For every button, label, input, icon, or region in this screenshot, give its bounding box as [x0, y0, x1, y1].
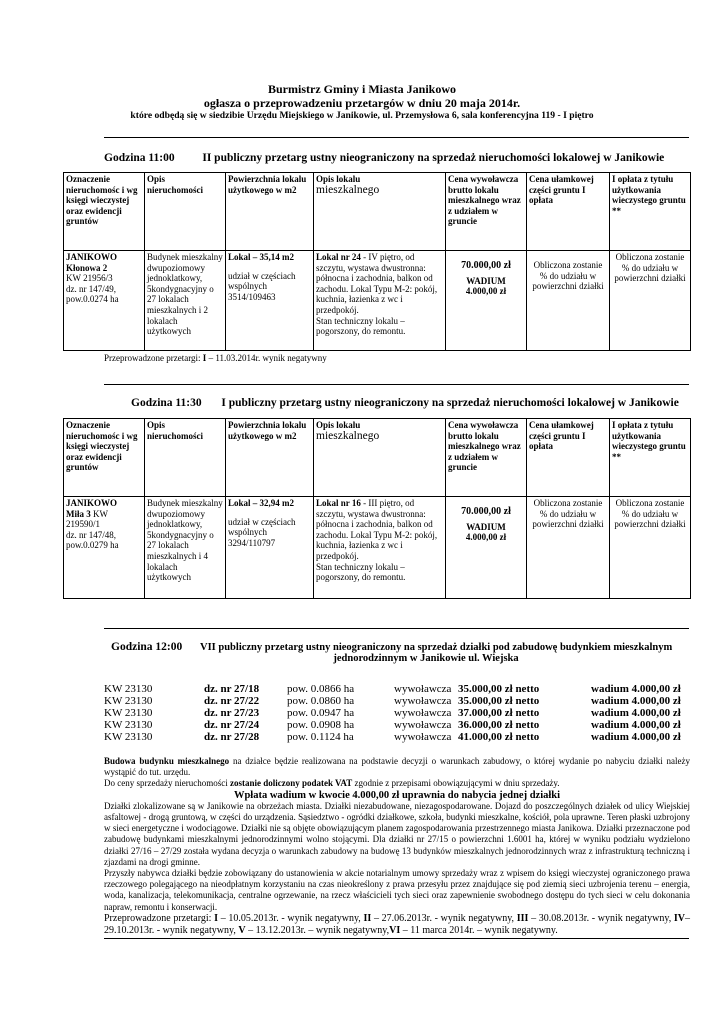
lot-area: pow. 0.0866 ha [287, 683, 355, 695]
list-item [104, 683, 689, 695]
property-city: JANIKOWO [66, 252, 118, 262]
history-label: Przeprowadzone przetargi: [104, 912, 215, 924]
history-number: I [202, 353, 207, 363]
lot-area: pow. 0.1124 ha [287, 731, 354, 743]
property-kw: KW 21956/3 [66, 273, 113, 284]
header-fraction-price: Cena ułamkowej części gruntu I opłata [527, 419, 610, 497]
flat-area: Lokal – 32,94 m2 [228, 498, 295, 508]
cell-fee: Obliczona zostanie % do udziału w powierzchni działki [610, 497, 691, 599]
divider-4 [104, 938, 689, 939]
property-kw-label: KW [90, 508, 108, 519]
divider-1 [104, 137, 689, 138]
lot-wadium: wadium 4.000,00 zł [591, 719, 681, 731]
property-street: Miła 3 [66, 508, 91, 519]
cell-property-id [64, 251, 145, 351]
header-flat-desc-word: mieszkalnego [316, 429, 380, 442]
list-item [104, 719, 689, 731]
header-line-1: Burmistrz Gminy i Miasta Janikowo [268, 82, 456, 96]
lot-price: 35.000,00 zł netto [458, 695, 540, 707]
header-property-id: Oznaczenie nieruchomośc i wg księgi wieczystej oraz ewidencji gruntów [64, 419, 145, 497]
lot-kw: KW 23130 [104, 707, 153, 719]
lot-parcel: dz. nr 27/18 [204, 683, 260, 695]
cell-area [226, 497, 314, 599]
history-number: II [363, 912, 372, 924]
flat-area: Lokal – 35,14 m2 [228, 252, 295, 262]
property-parcel: dz. nr 147/49, [66, 283, 116, 294]
lot-area: pow. 0.0860 ha [287, 695, 355, 707]
divider-3 [104, 628, 689, 629]
flat-details: - IV piętro, od szczytu, wystawa dwustronna: północna i zachodnia, balkon od zachodu. Lokal Typu M-2: pokój, kuchnia, łazienka z wc i przedpokój. [316, 252, 438, 315]
session-3-description [104, 756, 690, 937]
header-price: Cena wywoławcza brutto lokalu mieszkalnego wraz z udziałem w gruncie [446, 173, 527, 251]
table-row [64, 497, 691, 599]
common-share-fraction: 3294/110797 [228, 537, 276, 548]
history-result: – 11.03.2014r. wynik negatywny [206, 353, 327, 363]
announcement-header [0, 82, 724, 122]
cell-fee: Obliczona zostanie % do udziału w powierzchni działki [610, 251, 691, 351]
history-result: – 30.08.2013r. - wynik negatywny, [528, 912, 674, 924]
session-1-heading: II publiczny przetarg ustny nieograniczony na sprzedaż nieruchomości lokalowej w Janikowie [202, 152, 665, 164]
table-row [64, 251, 691, 351]
property-kw: 219590/1 [66, 519, 101, 530]
wadium-label: WADIUM [466, 275, 506, 286]
divider-2 [104, 384, 689, 385]
lot-price-label: wywoławcza [394, 719, 452, 731]
header-area: Powierzchnia lokalu użytkowego w m2 [226, 419, 314, 497]
flat-number: Lokal nr 24 [316, 252, 361, 262]
header-price: Cena wywoławcza brutto lokalu mieszkalnego wraz z udziałem w gruncie [446, 419, 527, 497]
header-flat-desc [314, 419, 446, 497]
session-3-title [111, 641, 691, 664]
history-number: VI [389, 924, 401, 936]
property-area: pow.0.0274 ha [66, 294, 119, 305]
lot-area: pow. 0.0947 ha [287, 707, 355, 719]
lot-price: 37.000,00 zł netto [458, 707, 540, 719]
header-area: Powierzchnia lokalu użytkowego w m2 [226, 173, 314, 251]
property-parcel: dz. nr 147/48, [66, 529, 116, 540]
header-fee: I opłata z tytułu użytkowania wieczystego gruntu ** [610, 173, 691, 251]
common-share-fraction: 3514/109463 [228, 291, 276, 302]
header-flat-desc-prefix: Opis lokalu [316, 174, 361, 184]
header-property-desc: Opis nieruchomości [145, 419, 226, 497]
building-note [104, 756, 690, 778]
easement-description: Przyszły nabywca działki będzie zobowiązany do ustanowienia w akcie notarialnym umowy sprzedaży wraz z wpisem do księgi wieczystej ograniczonego prawa rzeczowego polegającego na nieodpłatnym korzystaniu na czas nieokreślony z prawa przesyłu przez znajdujące się pod ziemią sieci uzbrojenia terenu – energia, woda, kanalizacja, telekomunikacja, centralne ogrzewanie, na rzecz właścicieli tych sieci oraz zapewnienie swobodnego dostępu do tych sieci w celu dokonania napraw, remontu i konserwacji. [104, 868, 690, 912]
history-result: – 27.06.2013r. - wynik negatywny, [371, 912, 517, 924]
history-number: I [214, 912, 219, 924]
lot-wadium: wadium 4.000,00 zł [591, 707, 681, 719]
session-3-heading-line-2: jednorodzinnym w Janikowie ul. Wiejska [333, 653, 519, 664]
common-share-label: udział w częściach wspólnych [228, 270, 296, 292]
lot-parcel: dz. nr 27/24 [204, 719, 260, 731]
cell-flat-desc [314, 251, 446, 351]
header-flat-desc-word: mieszkalnego [316, 183, 380, 196]
auction-history [104, 913, 690, 937]
flat-details: - III piętro, od szczytu, wystawa dwustronna: północna i zachodnia, balkon od zachodu. Lokal Typu M-2: pokój, kuchnia, łazienka z wc i przedpokój. [316, 498, 438, 561]
cell-fraction-price [527, 251, 610, 351]
fraction-price-text: Obliczona zostanie % do udziału w powierzchni działki [532, 260, 604, 292]
starting-price: 70.000,00 zł [461, 506, 511, 517]
header-property-desc: Opis nieruchomości [145, 173, 226, 251]
vat-note-bold: zostanie doliczony podatek VAT [229, 778, 353, 789]
property-area: pow.0.0279 ha [66, 540, 119, 551]
location-description: Działki zlokalizowane są w Janikowie na obrzeżach miasta. Działki niezabudowane, niezagospodarowane. Dojazd do poszczególnych działek od ulicy Wiejskiej asfaltowej - drogą gruntową, w części do urządzenia. Sąsiedztwo - ogródki działkowe, szkoła, budynki mieszkalne, kościół, pola uprawne. Teren płaski uzbrojony w sieci energetyczne i wodociągowe. Działki nie są objęte obowiązującym planem zagospodarowania przestrzennego miasta Janikowa. Działki przeznaczone pod zabudowę budynkami mieszkalnymi jednorodzinnymi wolno stojącymi. Dla działki nr 27/15 o powierzchni 1.6001 ha, której w wyniku podziału wydzielono działki 27/16 – 27/29 została wydana decyzja o warunkach zabudowy na budowę 13 budynków mieszkalnych jednorodzinnych wraz z infrastrukturą techniczną i zjazdami na drogi gminne. [104, 800, 690, 867]
lot-kw: KW 23130 [104, 683, 153, 695]
flat-state: Stan techniczny lokalu – pogorszony, do remontu. [316, 561, 406, 583]
starting-price: 70.000,00 zł [461, 260, 511, 271]
history-number: IV [673, 912, 686, 924]
session-2-heading: I publiczny przetarg ustny nieograniczony na sprzedaż nieruchomości lokalowej w Janikowie [221, 397, 679, 409]
history-result: – 13.12.2013r. – wynik negatywny, [245, 924, 390, 936]
header-line-3: które odbędą się w siedzibie Urzędu Miejskiego w Janikowie, ul. Przemysłowa 6, sala konferencyjna 119 - I piętro [130, 110, 594, 121]
property-city: JANIKOWO [66, 498, 118, 508]
vat-note [104, 778, 690, 789]
lot-price: 36.000,00 zł netto [458, 719, 540, 731]
history-result: – 10.05.2013r. - wynik negatywny, [218, 912, 364, 924]
cell-flat-desc [314, 497, 446, 599]
header-line-2: ogłasza o przeprowadzeniu przetargów w dniu 20 maja 2014r. [203, 96, 521, 110]
history-label: Przeprowadzone przetargi: [104, 353, 203, 363]
lot-area: pow. 0.0908 ha [287, 719, 355, 731]
wadium-label: WADIUM [466, 521, 506, 532]
lot-price: 35.000,00 zł netto [458, 683, 540, 695]
session-3-time: Godzina 12:00 [111, 641, 183, 653]
header-fee: I opłata z tytułu użytkowania wieczystego gruntu ** [610, 419, 691, 497]
lot-price: 41.000,00 zł netto [458, 731, 540, 743]
table-header-row [64, 173, 691, 251]
wadium-value: 4.000,00 zł [465, 286, 507, 297]
history-result: – 29.10.2013r. - wynik negatywny, [104, 912, 691, 936]
table-header-row [64, 419, 691, 497]
property-street: Kłonowa 2 [66, 262, 108, 273]
lot-wadium: wadium 4.000,00 zł [591, 731, 681, 743]
list-item [104, 731, 689, 743]
session-1-history [104, 353, 327, 363]
cell-property-id [64, 497, 145, 599]
common-share-label: udział w częściach wspólnych [228, 516, 296, 538]
vat-note-end: zgodnie z przepisami obowiązującymi w dniu sprzedaży. [352, 778, 560, 789]
session-1-table [63, 172, 691, 351]
cell-price [446, 497, 527, 599]
vat-note-start: Do ceny sprzedaży nieruchomości [104, 778, 230, 789]
header-flat-desc [314, 173, 446, 251]
cell-area [226, 251, 314, 351]
lot-kw: KW 23130 [104, 731, 153, 743]
list-item [104, 695, 689, 707]
history-number: V [238, 924, 246, 936]
lot-kw: KW 23130 [104, 695, 153, 707]
cell-fraction-price: Obliczona zostanie % do udziału w powierzchni działki [527, 497, 610, 599]
session-2-time: Godzina 11:30 [131, 397, 202, 409]
session-1-title [104, 152, 689, 164]
session-2-title [131, 397, 716, 409]
cell-property-desc: Budynek mieszkalny dwupoziomowy jednoklatkowy, 5kondygnacyjny o 27 lokalach mieszkalnych i 2 lokalach użytkowych [145, 251, 226, 351]
flat-state: Stan techniczny lokalu – pogorszony, do remontu. [316, 315, 406, 337]
lot-wadium: wadium 4.000,00 zł [591, 695, 681, 707]
header-property-id: Oznaczenie nieruchomośc i wg księgi wieczystej oraz ewidencji gruntów [64, 173, 145, 251]
lot-price-label: wywoławcza [394, 707, 452, 719]
lot-parcel: dz. nr 27/22 [204, 695, 260, 707]
building-note-bold: Budowa budynku mieszkalnego [104, 756, 230, 766]
history-result: – 11 marca 2014r. – wynik negatywny. [400, 924, 558, 936]
lots-list [104, 683, 689, 743]
lot-price-label: wywoławcza [394, 683, 452, 695]
lot-parcel: dz. nr 27/28 [204, 731, 260, 743]
building-note-text: na działce będzie realizowana na podstawie decyzji o warunkach zabudowy, o której wydanie po nabyciu działki należy wystąpić do tut. urzędu. [104, 756, 690, 778]
session-1-time: Godzina 11:00 [104, 152, 175, 164]
wadium-value: 4.000,00 zł [465, 532, 507, 543]
lot-parcel: dz. nr 27/23 [204, 707, 260, 719]
lot-kw: KW 23130 [104, 719, 153, 731]
flat-number: Lokal nr 16 [316, 498, 361, 508]
history-number: III [516, 912, 529, 924]
lot-wadium: wadium 4.000,00 zł [591, 683, 681, 695]
lot-price-label: wywoławcza [394, 695, 452, 707]
header-flat-desc-prefix: Opis lokalu [316, 420, 361, 430]
session-3-heading-line-1: VII publiczny przetarg ustny nieograniczony na sprzedaż działki pod zabudowę budynkiem mieszkalnym [200, 642, 673, 653]
cell-price [446, 251, 527, 351]
list-item [104, 707, 689, 719]
cell-property-desc: Budynek mieszkalny dwupoziomowy jednoklatkowy, 5kondygnacyjny o 27 lokalach mieszkalnych i 4 lokalach użytkowych [145, 497, 226, 599]
session-2-table [63, 418, 691, 599]
wadium-notice: Wpłata wadium w kwocie 4.000,00 zł uprawnia do nabycia jednej działki [233, 789, 561, 801]
lot-price-label: wywoławcza [394, 731, 452, 743]
header-fraction-price: Cena ułamkowej części gruntu I opłata [527, 173, 610, 251]
